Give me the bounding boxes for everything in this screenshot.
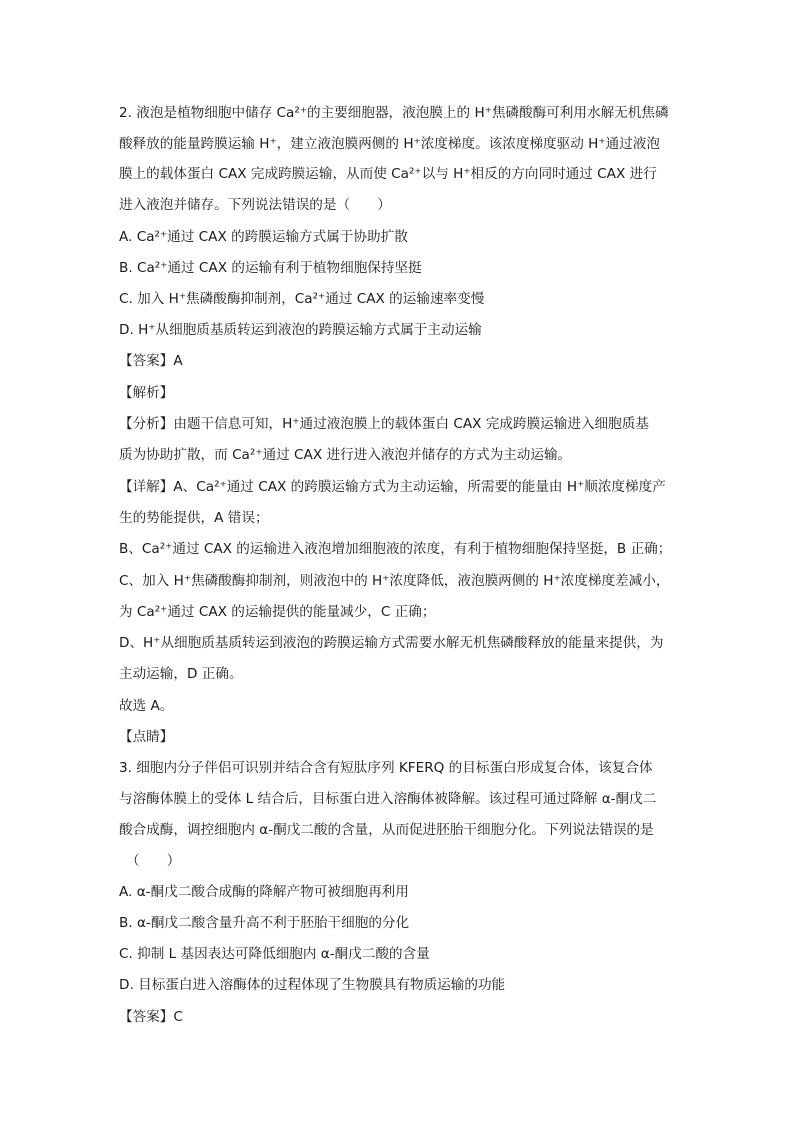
q2-option-b: B. Ca²⁺通过 CAX 的运输有利于植物细胞保持坚挺	[119, 260, 422, 276]
q3-option-b: B. α-酮戊二酸含量升高不利于胚胎干细胞的分化	[119, 915, 410, 931]
q3-stem-line-1: 3. 细胞内分子伴侣可识别并结合含有短肽序列 KFERQ 的目标蛋白形成复合体，该复合体	[119, 760, 653, 776]
q3-option-d: D. 目标蛋白进入溶酶体的过程体现了生物膜具有物质运输的功能	[119, 977, 506, 993]
q3-option-c: C. 抑制 L 基因表达可降低细胞内 α-酮戊二酸的含量	[119, 946, 430, 962]
q2-stem-line-4: 进入液泡并储存。下列说法错误的是（ ）	[119, 197, 391, 213]
q2-stem-line-2: 酸释放的能量跨膜运输 H⁺，建立液泡膜两侧的 H⁺浓度梯度。该浓度梯度驱动 H⁺通过液泡	[119, 136, 660, 152]
q2-detail-line-2: 生的势能提供，A 错误；	[119, 510, 269, 526]
q2-comment-heading: 【点睛】	[119, 729, 174, 745]
q2-stem-line-3: 膜上的载体蛋白 CAX 完成跨膜运输，从而使 Ca²⁺以与 H⁺相反的方向同时通过 CAX 进行	[119, 166, 657, 182]
q3-stem-line-2: 与溶酶体膜上的受体 L 结合后，目标蛋白进入溶酶体被降解。该过程可通过降解 α-酮戊二	[119, 791, 657, 807]
q2-option-c: C. 加入 H⁺焦磷酸酶抑制剂，Ca²⁺通过 CAX 的运输速率变慢	[119, 291, 485, 307]
q2-analysis-line-2: 质为协助扩散，而 Ca²⁺通过 CAX 进行进入液泡并储存的方式为主动运输。	[119, 447, 572, 463]
q2-detail-line-5: 为 Ca²⁺通过 CAX 的运输提供的能量减少，C 正确；	[119, 604, 436, 620]
q2-analysis-line-1: 【分析】由题干信息可知，H⁺通过液泡膜上的载体蛋白 CAX 完成跨膜运输进入细胞质基	[119, 416, 649, 432]
q2-detail-line-3: B、Ca²⁺通过 CAX 的运输进入液泡增加细胞液的浓度，有利于植物细胞保持坚挺，B 正确；	[119, 541, 672, 557]
q3-stem-line-4: （ ）	[126, 853, 181, 869]
q2-detail-line-6: D、H⁺从细胞质基质转运到液泡的跨膜运输方式需要水解无机焦磷酸释放的能量来提供，为	[119, 635, 664, 651]
q3-option-a: A. α-酮戊二酸合成酶的降解产物可被细胞再利用	[119, 884, 409, 900]
q2-conclusion: 故选 A。	[119, 698, 174, 714]
q2-analysis-heading: 【解析】	[119, 385, 174, 401]
q2-option-a: A. Ca²⁺通过 CAX 的跨膜运输方式属于协助扩散	[119, 229, 408, 245]
q2-stem-line-1: 2. 液泡是植物细胞中储存 Ca²⁺的主要细胞器，液泡膜上的 H⁺焦磷酸酶可利用水解无机焦磷	[119, 105, 669, 121]
q2-option-d: D. H⁺从细胞质基质转运到液泡的跨膜运输方式属于主动运输	[119, 322, 482, 338]
q2-detail-line-4: C、加入 H⁺焦磷酸酶抑制剂，则液泡中的 H⁺浓度降低，液泡膜两侧的 H⁺浓度梯度差减小，	[119, 573, 670, 589]
q3-answer: 【答案】C	[119, 1009, 183, 1025]
q2-detail-line-1: 【详解】A、Ca²⁺通过 CAX 的跨膜运输方式为主动运输，所需要的能量由 H⁺顺浓度梯度产	[119, 479, 666, 495]
q2-answer: 【答案】A	[119, 353, 183, 369]
q2-detail-line-7: 主动运输，D 正确。	[119, 666, 243, 682]
q3-stem-line-3: 酸合成酶，调控细胞内 α-酮戊二酸的含量，从而促进胚胎干细胞分化。下列说法错误的是	[119, 822, 654, 838]
